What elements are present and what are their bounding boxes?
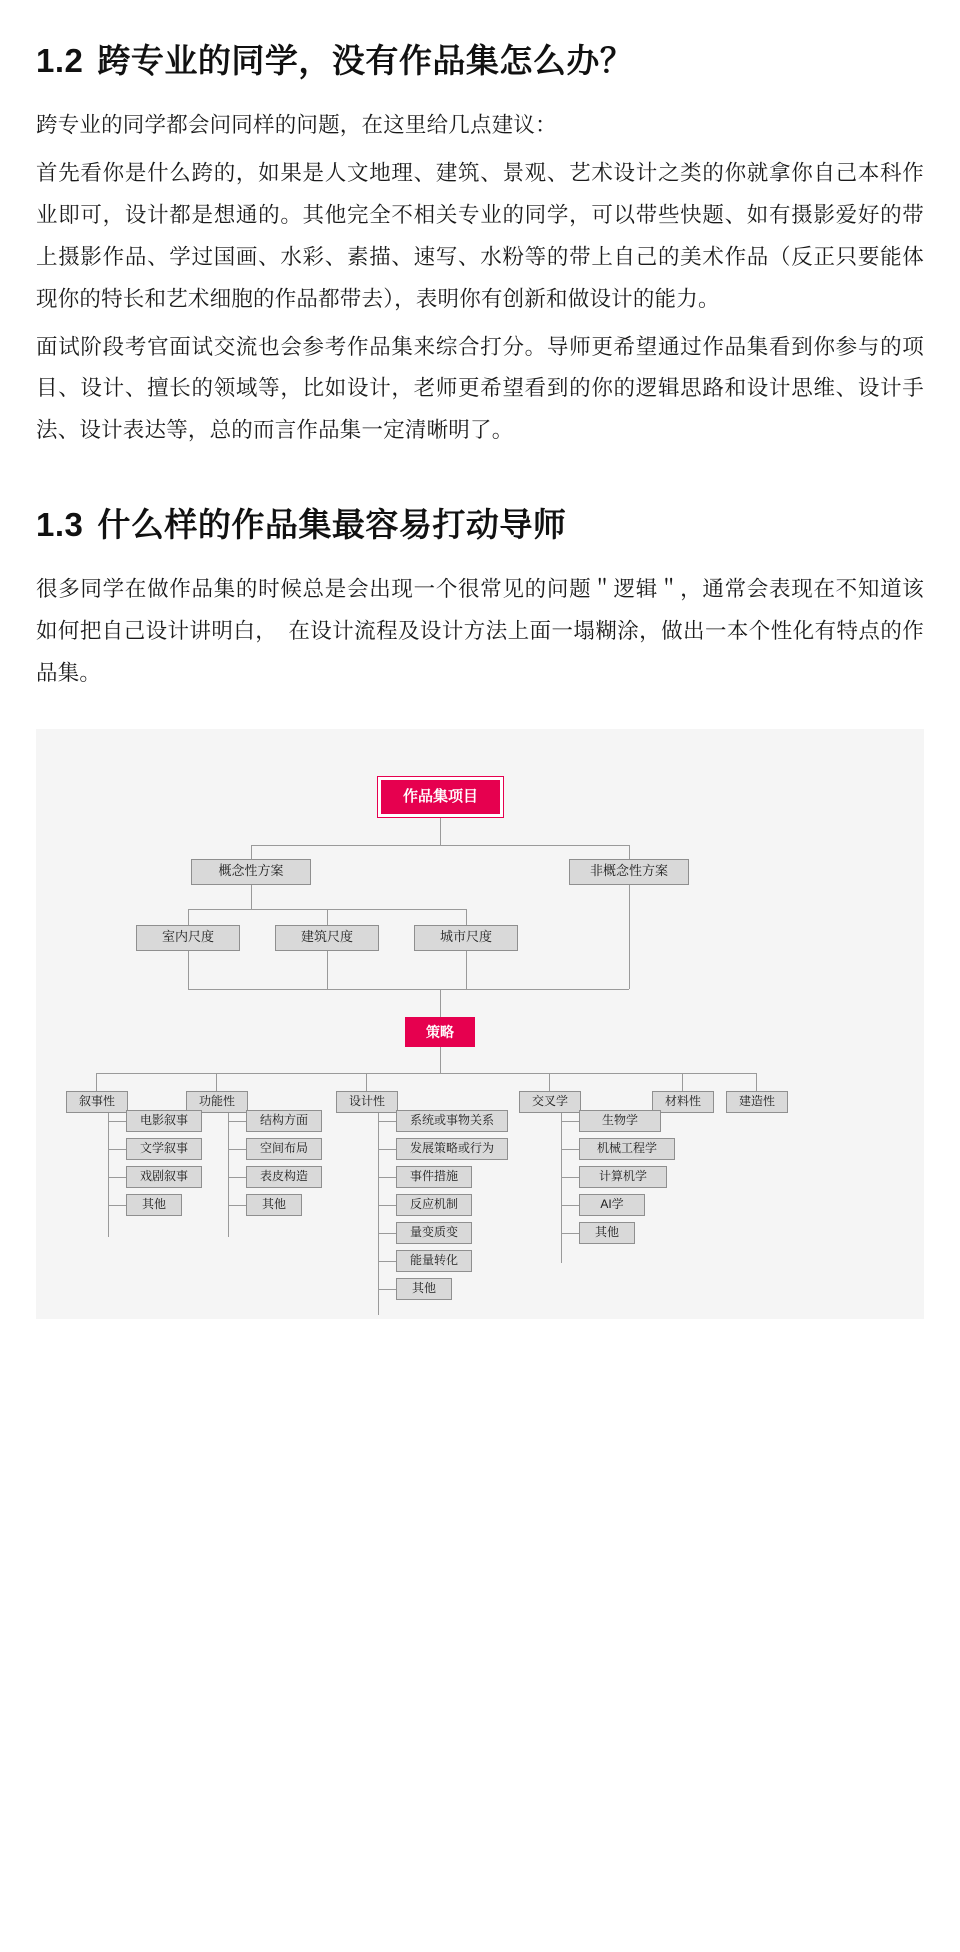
diagram-leaf-design-4: 反应机制 bbox=[396, 1194, 472, 1216]
connector-strategy-down bbox=[440, 1047, 441, 1073]
diagram-node-strategy: 策略 bbox=[405, 1017, 475, 1047]
diagram-leaf-function-1: 结构方面 bbox=[246, 1110, 322, 1132]
diagram-branch-construction: 建造性 bbox=[726, 1091, 788, 1113]
stub bbox=[561, 1121, 579, 1122]
diagram-leaf-narrative-3: 戏剧叙事 bbox=[126, 1166, 202, 1188]
stub bbox=[378, 1233, 396, 1234]
diagram-node-indoor-scale: 室内尺度 bbox=[136, 925, 240, 951]
connector-branch-4 bbox=[549, 1073, 550, 1091]
diagram-node-concept: 概念性方案 bbox=[191, 859, 311, 885]
diagram-leaf-function-4: 其他 bbox=[246, 1194, 302, 1216]
connector-level1-right bbox=[629, 845, 630, 859]
connector-level2-arch bbox=[327, 909, 328, 925]
diagram-leaf-cross-3: 计算机学 bbox=[579, 1166, 667, 1188]
section-spacer bbox=[36, 458, 924, 504]
diagram-leaf-cross-2: 机械工程学 bbox=[579, 1138, 675, 1160]
stub bbox=[228, 1149, 246, 1150]
stub bbox=[561, 1149, 579, 1150]
stub bbox=[108, 1177, 126, 1178]
stub bbox=[378, 1177, 396, 1178]
portfolio-structure-diagram bbox=[36, 729, 924, 1319]
section-title-1-3: 什么样的作品集最容易打动导师 bbox=[97, 506, 567, 544]
spine-function bbox=[228, 1109, 229, 1237]
diagram-leaf-narrative-1: 电影叙事 bbox=[126, 1110, 202, 1132]
diagram-node-non-concept: 非概念性方案 bbox=[569, 859, 689, 885]
connector-level2-indoor bbox=[188, 909, 189, 925]
connector-strategy-up bbox=[440, 989, 441, 1017]
paragraph-1-3-1: 很多同学在做作品集的时候总是会出现一个很常见的问题＂逻辑＂，通常会表现在不知道该如何把自己设计讲明白， 在设计流程及设计方法上面一塌糊涂，做出一本个性化有特点的作品集。 bbox=[36, 577, 924, 685]
diagram-leaf-design-1: 系统或事物关系 bbox=[396, 1110, 508, 1132]
diagram-branch-narrative: 叙事性 bbox=[66, 1091, 128, 1113]
connector-branch-1 bbox=[96, 1073, 97, 1091]
connector-branch-bus bbox=[96, 1073, 756, 1074]
diagram-leaf-function-3: 表皮构造 bbox=[246, 1166, 322, 1188]
page-title-1-3 bbox=[36, 504, 924, 547]
stub bbox=[228, 1121, 246, 1122]
section-number-1-2: 1.2 bbox=[36, 42, 84, 79]
diagram-leaf-cross-1: 生物学 bbox=[579, 1110, 661, 1132]
diagram-branch-material: 材料性 bbox=[652, 1091, 714, 1113]
connector-indoor-down bbox=[188, 951, 189, 989]
diagram-node-arch-scale: 建筑尺度 bbox=[275, 925, 379, 951]
diagram-leaf-narrative-2: 文学叙事 bbox=[126, 1138, 202, 1160]
stub bbox=[108, 1149, 126, 1150]
connector-branch-5 bbox=[682, 1073, 683, 1091]
connector-strategy-bus bbox=[188, 989, 629, 990]
connector-branch-3 bbox=[366, 1073, 367, 1091]
diagram-branch-function: 功能性 bbox=[186, 1091, 248, 1113]
diagram-node-city-scale: 城市尺度 bbox=[414, 925, 518, 951]
diagram-node-root: 作品集项目 bbox=[378, 777, 503, 817]
stub bbox=[228, 1177, 246, 1178]
page-title-1-2 bbox=[36, 40, 924, 83]
stub bbox=[378, 1261, 396, 1262]
stub bbox=[561, 1205, 579, 1206]
stub bbox=[108, 1205, 126, 1206]
connector-level1-bus bbox=[251, 845, 629, 846]
connector-arch-down bbox=[327, 951, 328, 989]
spine-design bbox=[378, 1109, 379, 1315]
stub bbox=[561, 1233, 579, 1234]
stub bbox=[108, 1121, 126, 1122]
connector-root-down bbox=[440, 817, 441, 845]
connector-nonconcept-down bbox=[629, 885, 630, 989]
stub bbox=[228, 1205, 246, 1206]
connector-city-down bbox=[466, 951, 467, 989]
stub bbox=[378, 1121, 396, 1122]
stub bbox=[378, 1205, 396, 1206]
spine-cross bbox=[561, 1109, 562, 1263]
diagram-leaf-cross-4: AI学 bbox=[579, 1194, 645, 1216]
diagram-leaf-function-2: 空间布局 bbox=[246, 1138, 322, 1160]
spine-narrative bbox=[108, 1109, 109, 1237]
connector-level1-left bbox=[251, 845, 252, 859]
diagram-leaf-design-7: 其他 bbox=[396, 1278, 452, 1300]
connector-concept-down bbox=[251, 885, 252, 909]
connector-branch-6 bbox=[756, 1073, 757, 1091]
diagram-leaf-design-2: 发展策略或行为 bbox=[396, 1138, 508, 1160]
paragraph-1-2-1: 跨专业的同学都会问同样的问题，在这里给几点建议： bbox=[36, 112, 557, 137]
section-number-1-3: 1.3 bbox=[36, 506, 84, 544]
stub bbox=[378, 1289, 396, 1290]
diagram-branch-design: 设计性 bbox=[336, 1091, 398, 1113]
paragraph-1-2-2: 首先看你是什么跨的，如果是人文地理、建筑、景观、艺术设计之类的你就拿你自己本科作业即可，设计都是想通的。其他完全不相关专业的同学，可以带些快题、如有摄影爱好的带上摄影作品、学过国画、水彩、素描、速写、水粉等的带上自己的美术作品（反正只要能体现你的特长和艺术细胞的作品都带去），表明你有创新和做设计的能力。 bbox=[36, 160, 924, 311]
diagram-leaf-design-3: 事件措施 bbox=[396, 1166, 472, 1188]
diagram-leaf-narrative-4: 其他 bbox=[126, 1194, 182, 1216]
connector-branch-2 bbox=[216, 1073, 217, 1091]
stub bbox=[561, 1177, 579, 1178]
paragraph-1-2-3: 面试阶段考官面试交流也会参考作品集来综合打分。导师更希望通过作品集看到你参与的项目、设计、擅长的领域等，比如设计，老师更希望看到的你的逻辑思路和设计思维、设计手法、设计表达等，总的而言作品集一定清晰明了。 bbox=[36, 334, 924, 443]
diagram-leaf-design-5: 量变质变 bbox=[396, 1222, 472, 1244]
section-title-1-2: 跨专业的同学，没有作品集怎么办？ bbox=[97, 42, 634, 79]
diagram-branch-cross: 交叉学 bbox=[519, 1091, 581, 1113]
diagram-leaf-design-6: 能量转化 bbox=[396, 1250, 472, 1272]
connector-level2-city bbox=[466, 909, 467, 925]
stub bbox=[378, 1149, 396, 1150]
diagram-leaf-cross-5: 其他 bbox=[579, 1222, 635, 1244]
